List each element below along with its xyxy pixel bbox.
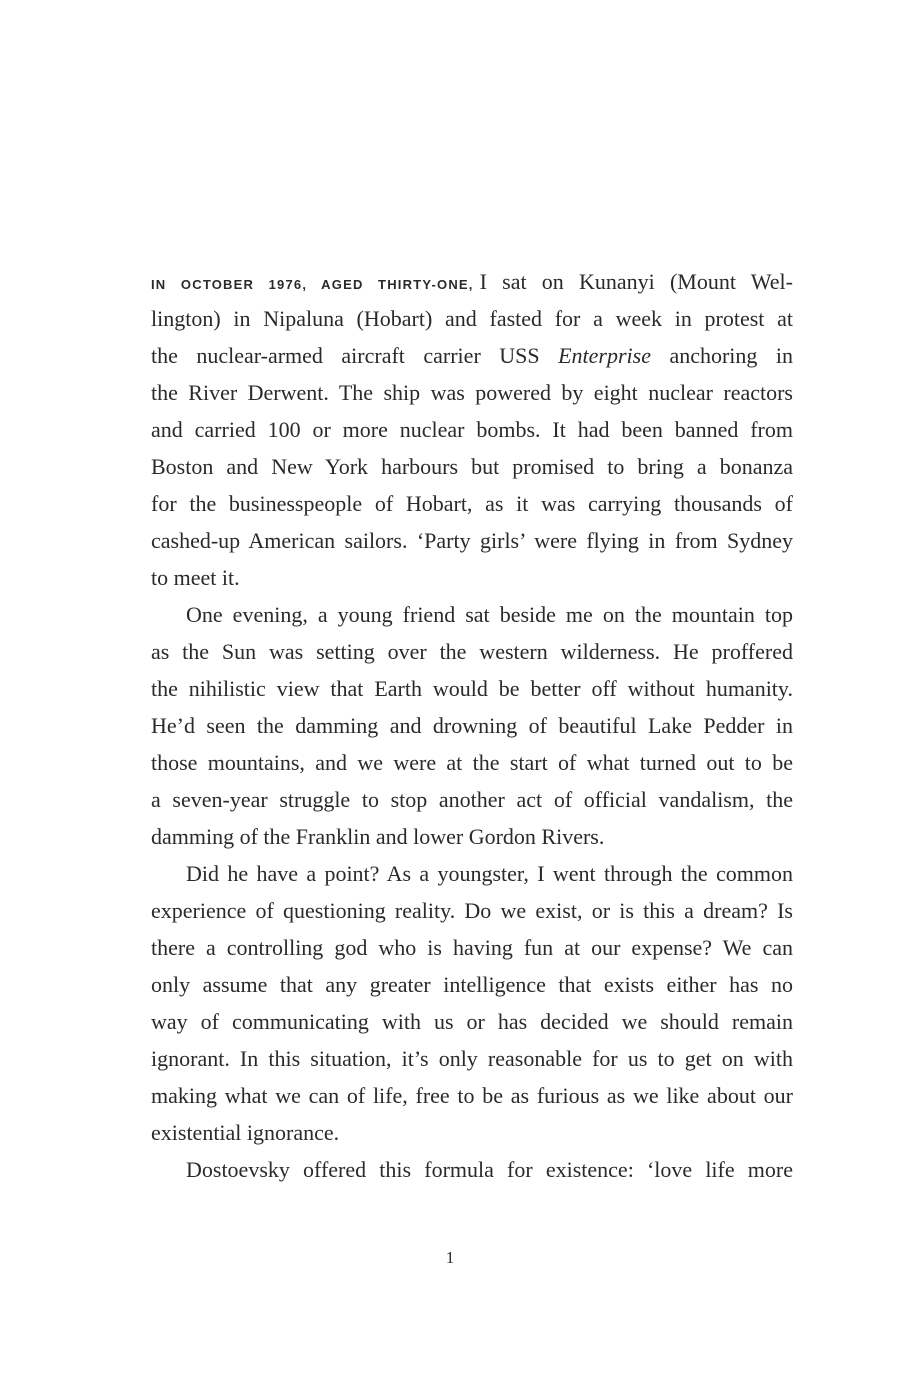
text-line: Dostoevsky offered this formula for existence: ‘love life more [186, 1157, 793, 1182]
lead-in-caps: IN OCTOBER 1976, AGED THIRTY-ONE, [151, 277, 474, 292]
text-line: only assume that any greater intelligence that exists either has no [151, 972, 793, 997]
text-line: Did he have a point? As a youngster, I went through the common [186, 861, 793, 886]
text-line: those mountains, and we were at the start of what turned out to be [151, 750, 793, 775]
text-line: there a controlling god who is having fun at our expense? We can [151, 935, 793, 960]
body-text [151, 263, 793, 1188]
text-line: as the Sun was setting over the western wilderness. He proffered [151, 639, 793, 664]
text-line: the nuclear-armed aircraft carrier USS Enterprise anchoring in [151, 343, 793, 368]
text-line: cashed-up American sailors. ‘Party girls’ were flying in from Sydney [151, 528, 793, 553]
text-line: IN OCTOBER 1976, AGED THIRTY-ONE, I sat on Kunanyi (Mount Wel- [151, 269, 793, 294]
text-line: the nihilistic view that Earth would be better off without humanity. [151, 676, 793, 701]
text-line: Boston and New York harbours but promised to bring a bonanza [151, 454, 793, 479]
text-line: the River Derwent. The ship was powered by eight nuclear reactors [151, 380, 793, 405]
text-line: existential ignorance. [151, 1120, 340, 1145]
text-line: way of communicating with us or has decided we should remain [151, 1009, 793, 1034]
text-line: One evening, a young friend sat beside me on the mountain top [186, 602, 793, 627]
page-number: 1 [445, 1248, 455, 1267]
text-line: experience of questioning reality. Do we exist, or is this a dream? Is [151, 898, 793, 923]
text-line: lington) in Nipaluna (Hobart) and fasted for a week in protest at [151, 306, 793, 331]
text-line: making what we can of life, free to be as furious as we like about our [151, 1083, 793, 1108]
ship-name-italic: Enterprise [558, 343, 651, 368]
text-line: He’d seen the damming and drowning of beautiful Lake Pedder in [151, 713, 793, 738]
text-line: damming of the Franklin and lower Gordon Rivers. [151, 824, 605, 849]
text-line: a seven-year struggle to stop another act of official vandalism, the [151, 787, 793, 812]
text-line: for the businesspeople of Hobart, as it was carrying thousands of [151, 491, 793, 516]
text-line: to meet it. [151, 565, 240, 590]
text-line: and carried 100 or more nuclear bombs. It had been banned from [151, 417, 793, 442]
text-line: ignorant. In this situation, it’s only reasonable for us to get on with [151, 1046, 793, 1071]
